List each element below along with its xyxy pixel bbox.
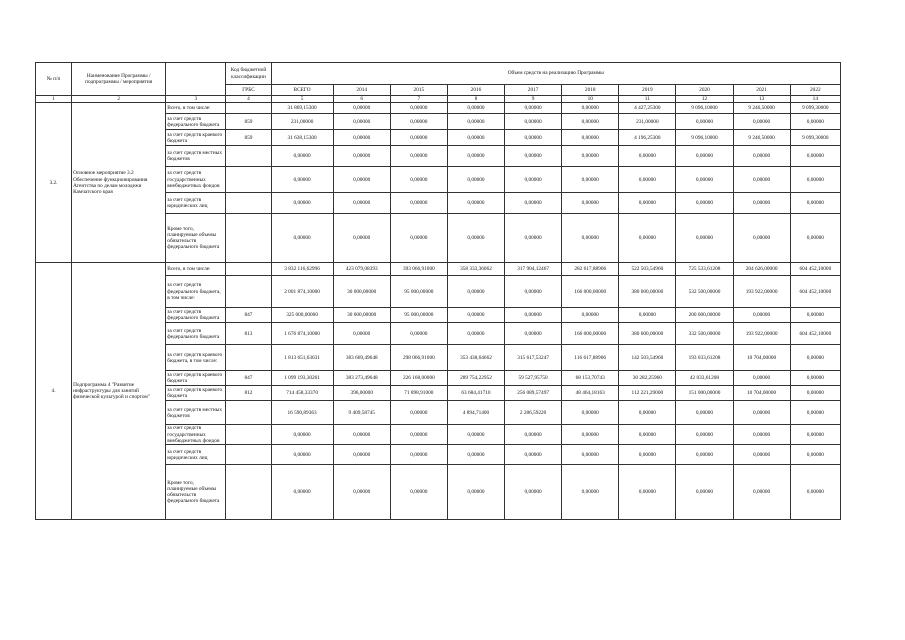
funding-source: Кроме того, планируемые объемы обязательств федерального бюджета [166, 465, 226, 520]
amount-cell: 204 626,00000 [733, 263, 790, 276]
amount-cell: 0,00000 [390, 193, 447, 214]
amount-cell: 0,00000 [562, 445, 619, 465]
amount-cell: 95 000,00000 [390, 308, 447, 323]
amount-cell: 0,00000 [562, 214, 619, 263]
grbs-code [226, 445, 271, 465]
funding-source: за счет средств краевого бюджета [166, 386, 226, 401]
amount-cell: 0,00000 [733, 445, 790, 465]
header-year: 2014 [333, 85, 390, 96]
amount-cell: 0,00000 [790, 114, 840, 130]
funding-source: за счет средств федерального бюджета [166, 323, 226, 345]
amount-cell: 0,00000 [333, 130, 390, 146]
amount-cell: 193 922,00000 [733, 323, 790, 345]
funding-source: за счет средств местных бюджетов [166, 146, 226, 167]
grbs-code [226, 401, 271, 425]
amount-cell: 0,00000 [447, 167, 504, 193]
header-year: 2022 [790, 85, 840, 96]
amount-cell: 0,00000 [676, 401, 733, 425]
amount-cell: 0,00000 [619, 214, 676, 263]
amount-cell: 0,00000 [676, 445, 733, 465]
grbs-code: 859 [226, 114, 271, 130]
amount-cell: 0,00000 [271, 193, 333, 214]
amount-cell: 0,00000 [447, 114, 504, 130]
amount-cell: 325 000,00000 [271, 308, 333, 323]
index-cell: 6 [333, 96, 390, 103]
amount-cell: 0,00000 [733, 193, 790, 214]
amount-cell: 193 922,00000 [733, 276, 790, 308]
section-number: 4. [36, 263, 72, 520]
header-row-top [36, 63, 841, 85]
amount-cell: 0,00000 [676, 114, 733, 130]
amount-cell: 0,00000 [333, 103, 390, 114]
amount-cell: 0,00000 [790, 167, 840, 193]
amount-cell: 200 000,00000 [676, 308, 733, 323]
amount-cell: 68 153,70743 [562, 371, 619, 386]
amount-cell: 0,00000 [562, 167, 619, 193]
amount-cell: 0,00000 [333, 445, 390, 465]
amount-cell: 0,00000 [562, 401, 619, 425]
amount-cell: 0,00000 [562, 308, 619, 323]
amount-cell: 1 676 874,10000 [271, 323, 333, 345]
amount-cell: 0,00000 [733, 167, 790, 193]
amount-cell: 0,00000 [562, 103, 619, 114]
index-cell: 11 [619, 96, 676, 103]
amount-cell: 604 452,10000 [790, 276, 840, 308]
amount-cell: 9 246,50000 [733, 130, 790, 146]
amount-cell: 0,00000 [333, 146, 390, 167]
funding-source: за счет средств местных бюджетов [166, 401, 226, 425]
amount-cell: 9 409,58745 [333, 401, 390, 425]
amount-cell: 0,00000 [390, 401, 447, 425]
index-cell: 1 [36, 96, 72, 103]
grbs-code [226, 214, 271, 263]
index-cell: 8 [447, 96, 504, 103]
amount-cell: 0,00000 [562, 465, 619, 520]
header-year: 2021 [733, 85, 790, 96]
header-code: Код бюджетной классификации [226, 63, 271, 85]
grbs-code [226, 345, 271, 371]
header-funding: Объем средств на реализацию Программы [271, 63, 840, 85]
grbs-code [226, 425, 271, 445]
amount-cell: 0,00000 [562, 146, 619, 167]
amount-cell: 0,00000 [733, 308, 790, 323]
amount-cell: 0,00000 [505, 130, 562, 146]
amount-cell: 231,00000 [619, 114, 676, 130]
header-year: 2019 [619, 85, 676, 96]
amount-cell: 0,00000 [333, 425, 390, 445]
amount-cell: 0,00000 [447, 445, 504, 465]
amount-cell: 0,00000 [447, 146, 504, 167]
index-cell: 3 [166, 96, 226, 103]
amount-cell: 3 832 116,62996 [271, 263, 333, 276]
amount-cell: 30 000,00000 [333, 276, 390, 308]
amount-cell: 231,00000 [271, 114, 333, 130]
amount-cell: 0,00000 [733, 146, 790, 167]
funding-source: Кроме того, планируемые объемы обязательств федерального бюджета [166, 214, 226, 263]
amount-cell: 112 221,29000 [619, 386, 676, 401]
amount-cell: 0,00000 [790, 386, 840, 401]
amount-cell: 0,00000 [733, 425, 790, 445]
amount-cell: 383 669,49648 [333, 345, 390, 371]
grbs-code [226, 193, 271, 214]
amount-cell: 0,00000 [390, 130, 447, 146]
amount-cell: 0,00000 [790, 146, 840, 167]
funding-source: за счет средств государственных внебюджетных фондов [166, 167, 226, 193]
funding-source: за счет средств федерального бюджета [166, 308, 226, 323]
index-cell: 4 [226, 96, 271, 103]
amount-cell: 0,00000 [447, 130, 504, 146]
amount-cell: 0,00000 [505, 323, 562, 345]
amount-cell: 298 066,91000 [390, 345, 447, 371]
grbs-code: 813 [226, 323, 271, 345]
amount-cell: 0,00000 [333, 465, 390, 520]
amount-cell: 95 000,00000 [390, 276, 447, 308]
amount-cell: 0,00000 [505, 193, 562, 214]
amount-cell: 0,00000 [733, 371, 790, 386]
amount-cell: 0,00000 [333, 193, 390, 214]
amount-cell: 0,00000 [333, 114, 390, 130]
amount-cell: 9 099,30000 [790, 103, 840, 114]
grbs-code: 847 [226, 308, 271, 323]
amount-cell: 256 089,57497 [505, 386, 562, 401]
grbs-code: 859 [226, 130, 271, 146]
amount-cell: 42 033,61208 [676, 371, 733, 386]
amount-cell: 532 500,00000 [676, 276, 733, 308]
amount-cell: 4 427,25300 [619, 103, 676, 114]
amount-cell: 0,00000 [733, 214, 790, 263]
amount-cell: 0,00000 [390, 214, 447, 263]
index-cell: 7 [390, 96, 447, 103]
amount-cell: 0,00000 [790, 371, 840, 386]
amount-cell: 332 500,00000 [676, 323, 733, 345]
amount-cell: 10 704,00000 [733, 386, 790, 401]
amount-cell: 0,00000 [505, 445, 562, 465]
amount-cell: 0,00000 [562, 193, 619, 214]
amount-cell: 0,00000 [333, 323, 390, 345]
amount-cell: 0,00000 [505, 103, 562, 114]
grbs-code [226, 465, 271, 520]
funding-source: за счет средств краевого бюджета [166, 130, 226, 146]
amount-cell: 0,00000 [619, 445, 676, 465]
funding-source: Всего, в том числе: [166, 103, 226, 114]
table-row [36, 263, 841, 276]
amount-cell: 0,00000 [390, 465, 447, 520]
grbs-code: 812 [226, 386, 271, 401]
amount-cell: 31 869,15300 [271, 103, 333, 114]
section-name: Подпрограмма 4 "Развитие инфраструктуры для занятий физической культурой и спортом" [72, 263, 166, 520]
index-cell: 14 [790, 96, 840, 103]
amount-cell: 0,00000 [390, 425, 447, 445]
amount-cell: 0,00000 [390, 146, 447, 167]
header-grbs: ГРБС [226, 85, 271, 96]
amount-cell: 1 099 193,30261 [271, 371, 333, 386]
amount-cell: 380 000,00000 [619, 276, 676, 308]
header-number: № п/п [36, 63, 72, 96]
amount-cell: 9 096,10000 [676, 130, 733, 146]
amount-cell: 0,00000 [790, 445, 840, 465]
amount-cell: 0,00000 [790, 214, 840, 263]
amount-cell: 0,00000 [562, 114, 619, 130]
amount-cell: 0,00000 [333, 214, 390, 263]
funding-source: за счет средств краевого бюджета, в том числе: [166, 345, 226, 371]
amount-cell: 714 458,33370 [271, 386, 333, 401]
amount-cell: 63 684,41710 [447, 386, 504, 401]
amount-cell: 0,00000 [271, 425, 333, 445]
header-year: 2020 [676, 85, 733, 96]
amount-cell: 0,00000 [447, 214, 504, 263]
funding-source: за счет средств юридических лиц [166, 193, 226, 214]
amount-cell: 30 000,00000 [333, 308, 390, 323]
index-cell: 12 [676, 96, 733, 103]
amount-cell: 0,00000 [271, 167, 333, 193]
amount-cell: 0,00000 [271, 465, 333, 520]
amount-cell: 0,00000 [505, 465, 562, 520]
amount-cell: 0,00000 [505, 167, 562, 193]
amount-cell: 0,00000 [790, 425, 840, 445]
index-cell: 9 [505, 96, 562, 103]
amount-cell: 0,00000 [562, 425, 619, 445]
grbs-code [226, 276, 271, 308]
amount-cell: 4 196,25300 [619, 130, 676, 146]
amount-cell: 0,00000 [390, 103, 447, 114]
amount-cell: 0,00000 [390, 114, 447, 130]
amount-cell: 0,00000 [619, 193, 676, 214]
amount-cell: 1 813 651,63631 [271, 345, 333, 371]
amount-cell: 0,00000 [676, 146, 733, 167]
amount-cell: 2 001 874,10000 [271, 276, 333, 308]
amount-cell: 0,00000 [505, 146, 562, 167]
index-row [36, 96, 841, 103]
header-empty [166, 63, 226, 96]
amount-cell: 0,00000 [505, 114, 562, 130]
header-year: 2016 [447, 85, 504, 96]
funding-source: Всего, в том числе: [166, 263, 226, 276]
header-name: Наименование Программы / подпрограммы / мероприятия [72, 63, 166, 96]
amount-cell: 0,00000 [447, 103, 504, 114]
amount-cell: 353 438,64662 [447, 345, 504, 371]
header-year: 2015 [390, 85, 447, 96]
amount-cell: 0,00000 [271, 445, 333, 465]
amount-cell: 0,00000 [619, 425, 676, 445]
table-row [36, 103, 841, 114]
index-cell: 13 [733, 96, 790, 103]
amount-cell: 9 246,50000 [733, 103, 790, 114]
amount-cell: 16 590,89363 [271, 401, 333, 425]
section-number: 3.2. [36, 103, 72, 263]
amount-cell: 0,00000 [790, 401, 840, 425]
amount-cell: 282 617,88906 [562, 263, 619, 276]
section-name: Основное мероприятие 3.2 Обеспечение функционирования Агентства по делам молодежи Камчатского края [72, 103, 166, 263]
amount-cell: 193 033,61208 [676, 345, 733, 371]
amount-cell: 0,00000 [447, 276, 504, 308]
amount-cell: 0,00000 [790, 193, 840, 214]
amount-cell: 0,00000 [676, 167, 733, 193]
amount-cell: 0,00000 [390, 323, 447, 345]
amount-cell: 725 533,61208 [676, 263, 733, 276]
grbs-code: 847 [226, 371, 271, 386]
index-cell: 5 [271, 96, 333, 103]
funding-source: за счет средств государственных внебюджетных фондов [166, 425, 226, 445]
grbs-code [226, 263, 271, 276]
grbs-code [226, 167, 271, 193]
amount-cell: 317 904,12467 [505, 263, 562, 276]
amount-cell: 0,00000 [619, 465, 676, 520]
amount-cell: 604 452,10000 [790, 263, 840, 276]
amount-cell: 380 000,00000 [619, 323, 676, 345]
amount-cell: 30 282,25960 [619, 371, 676, 386]
grbs-code [226, 103, 271, 114]
header-year: 2017 [505, 85, 562, 96]
amount-cell: 0,00000 [505, 276, 562, 308]
amount-cell: 0,00000 [619, 308, 676, 323]
amount-cell: 151 000,00000 [676, 386, 733, 401]
amount-cell: 423 079,08393 [333, 263, 390, 276]
budget-table [35, 62, 841, 520]
amount-cell: 0,00000 [333, 167, 390, 193]
amount-cell: 0,00000 [619, 167, 676, 193]
amount-cell: 9 096,10000 [676, 103, 733, 114]
amount-cell: 358 333,36062 [447, 263, 504, 276]
amount-cell: 383 273,49648 [333, 371, 390, 386]
amount-cell: 289 754,22952 [447, 371, 504, 386]
amount-cell: 315 617,53247 [505, 345, 562, 371]
funding-source: за счет средств федерального бюджета, в том числе: [166, 276, 226, 308]
amount-cell: 116 617,88906 [562, 345, 619, 371]
amount-cell: 142 503,54960 [619, 345, 676, 371]
amount-cell: 166 000,00000 [562, 276, 619, 308]
amount-cell: 0,00000 [562, 130, 619, 146]
amount-cell: 226 168,00000 [390, 371, 447, 386]
header-year: ВСЕГО [271, 85, 333, 96]
amount-cell: 48 464,18163 [562, 386, 619, 401]
amount-cell: 59 527,95750 [505, 371, 562, 386]
amount-cell: 10 704,00000 [733, 345, 790, 371]
amount-cell: 0,00000 [390, 167, 447, 193]
amount-cell: 0,00000 [271, 146, 333, 167]
header-year: 2018 [562, 85, 619, 96]
amount-cell: 71 898,91000 [390, 386, 447, 401]
amount-cell: 2 286,59220 [505, 401, 562, 425]
grbs-code [226, 146, 271, 167]
amount-cell: 0,00000 [733, 114, 790, 130]
amount-cell: 0,00000 [619, 401, 676, 425]
amount-cell: 0,00000 [447, 425, 504, 445]
amount-cell: 9 099,30000 [790, 130, 840, 146]
amount-cell: 0,00000 [619, 146, 676, 167]
amount-cell: 0,00000 [676, 465, 733, 520]
amount-cell: 0,00000 [676, 425, 733, 445]
amount-cell: 0,00000 [447, 308, 504, 323]
amount-cell: 0,00000 [271, 214, 333, 263]
amount-cell: 0,00000 [390, 445, 447, 465]
amount-cell: 0,00000 [505, 308, 562, 323]
amount-cell: 0,00000 [505, 425, 562, 445]
amount-cell: 393 066,91000 [390, 263, 447, 276]
index-cell: 10 [562, 96, 619, 103]
amount-cell: 0,00000 [505, 214, 562, 263]
funding-source: за счет средств краевого бюджета [166, 371, 226, 386]
amount-cell: 0,00000 [733, 465, 790, 520]
amount-cell: 0,00000 [676, 193, 733, 214]
amount-cell: 0,00000 [790, 308, 840, 323]
amount-cell: 0,00000 [447, 465, 504, 520]
amount-cell: 604 452,10000 [790, 323, 840, 345]
amount-cell: 0,00000 [447, 323, 504, 345]
index-cell: 2 [72, 96, 166, 103]
amount-cell: 0,00000 [790, 345, 840, 371]
amount-cell: 4 894,71400 [447, 401, 504, 425]
funding-source: за счет средств юридических лиц [166, 445, 226, 465]
amount-cell: 0,00000 [447, 193, 504, 214]
funding-source: за счет средств федерального бюджета [166, 114, 226, 130]
amount-cell: 522 503,54960 [619, 263, 676, 276]
amount-cell: 396,00000 [333, 386, 390, 401]
amount-cell: 0,00000 [676, 214, 733, 263]
amount-cell: 166 000,00000 [562, 323, 619, 345]
amount-cell: 0,00000 [733, 401, 790, 425]
amount-cell: 0,00000 [790, 465, 840, 520]
amount-cell: 31 638,15300 [271, 130, 333, 146]
